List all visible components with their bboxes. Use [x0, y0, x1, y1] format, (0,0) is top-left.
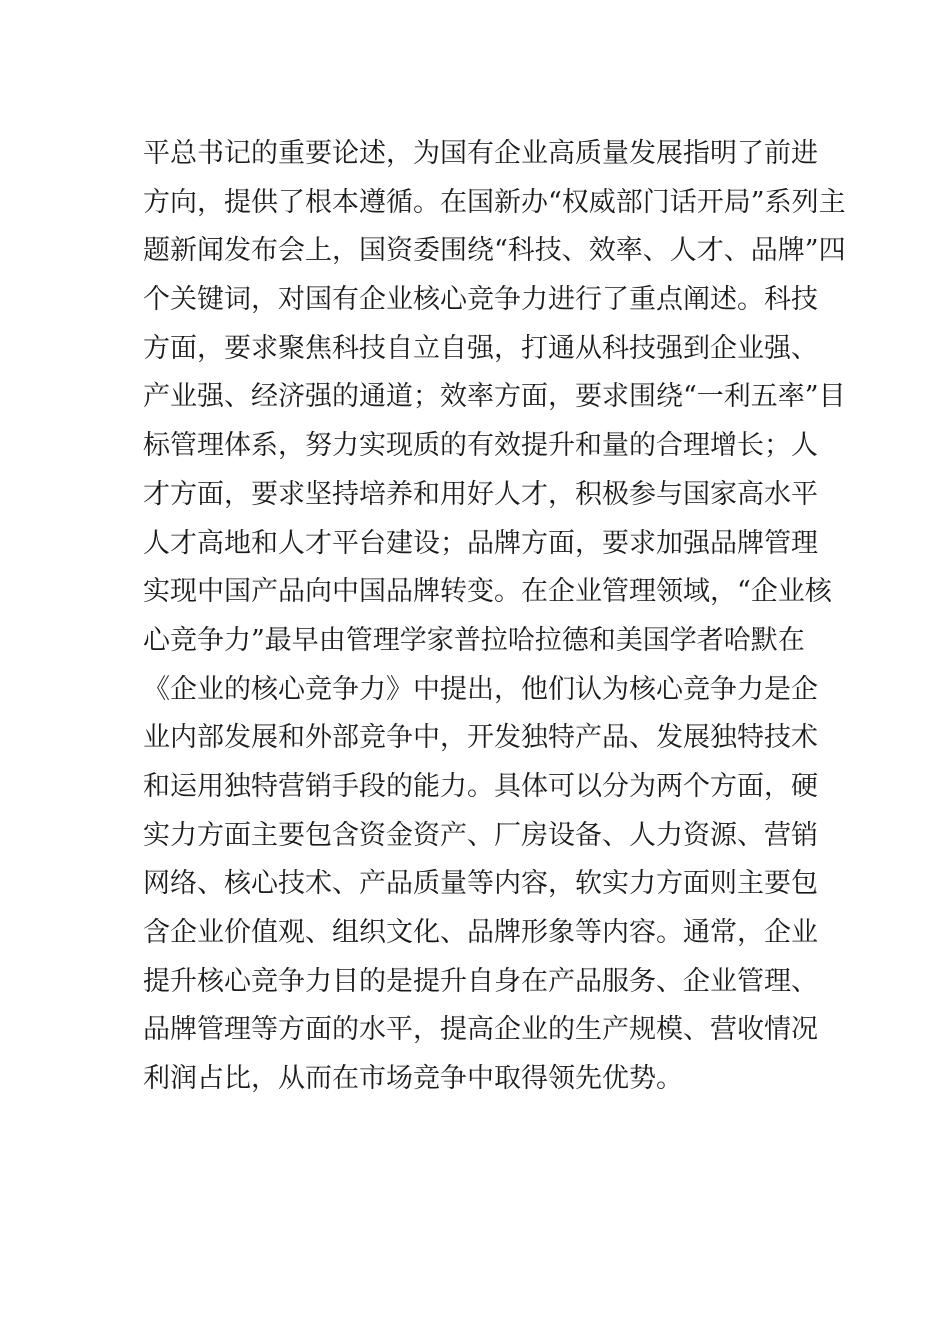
text-line: 方面，要求聚焦科技自立自强，打通从科技强到企业强、	[143, 332, 818, 364]
text-line: 和运用独特营销手段的能力。具体可以分为两个方面，硬	[143, 770, 818, 802]
text-line: 平总书记的重要论述，为国有企业高质量发展指明了前进	[143, 138, 818, 169]
text-line: 实力方面主要包含资金资产、厂房设备、人力资源、营销	[143, 819, 818, 851]
text-line: 网络、核心技术、产品质量等内容，软实力方面则主要包	[143, 868, 818, 900]
text-line: 含企业价值观、组织文化、品牌形象等内容。通常，企业	[143, 917, 818, 948]
body-paragraph	[143, 130, 846, 1104]
text-line: 心竞争力”最早由管理学家普拉哈拉德和美国学者哈默在	[143, 624, 805, 656]
text-line: 提升核心竞争力目的是提升自身在产品服务、企业管理、	[143, 965, 818, 997]
text-line: 题新闻发布会上，国资委围绕“科技、效率、人才、品牌”四	[143, 235, 846, 267]
text-line: 产业强、经济强的通道；效率方面，要求围绕“一利五率”目	[143, 381, 846, 413]
text-line: 利润占比，从而在市场竞争中取得领先优势。	[143, 1063, 683, 1095]
text-line: 人才高地和人才平台建设；品牌方面，要求加强品牌管理	[143, 527, 818, 559]
text-line: 方向，提供了根本遵循。在国新办“权威部门话开局”系列主	[143, 186, 846, 218]
text-line: 个关键词，对国有企业核心竞争力进行了重点阐述。科技	[143, 284, 818, 316]
text-line: 业内部发展和外部竞争中，开发独特产品、发展独特技术	[143, 722, 818, 754]
text-line: 才方面，要求坚持培养和用好人才，积极参与国家高水平	[143, 478, 818, 510]
text-line: 实现中国产品向中国品牌转变。在企业管理领域，“企业核	[143, 576, 832, 608]
text-line: 标管理体系，努力实现质的有效提升和量的合理增长；人	[143, 430, 818, 462]
text-line: 品牌管理等方面的水平，提高企业的生产规模、营收情况	[143, 1014, 818, 1046]
text-line: 《企业的核心竞争力》中提出，他们认为核心竞争力是企	[143, 673, 818, 705]
